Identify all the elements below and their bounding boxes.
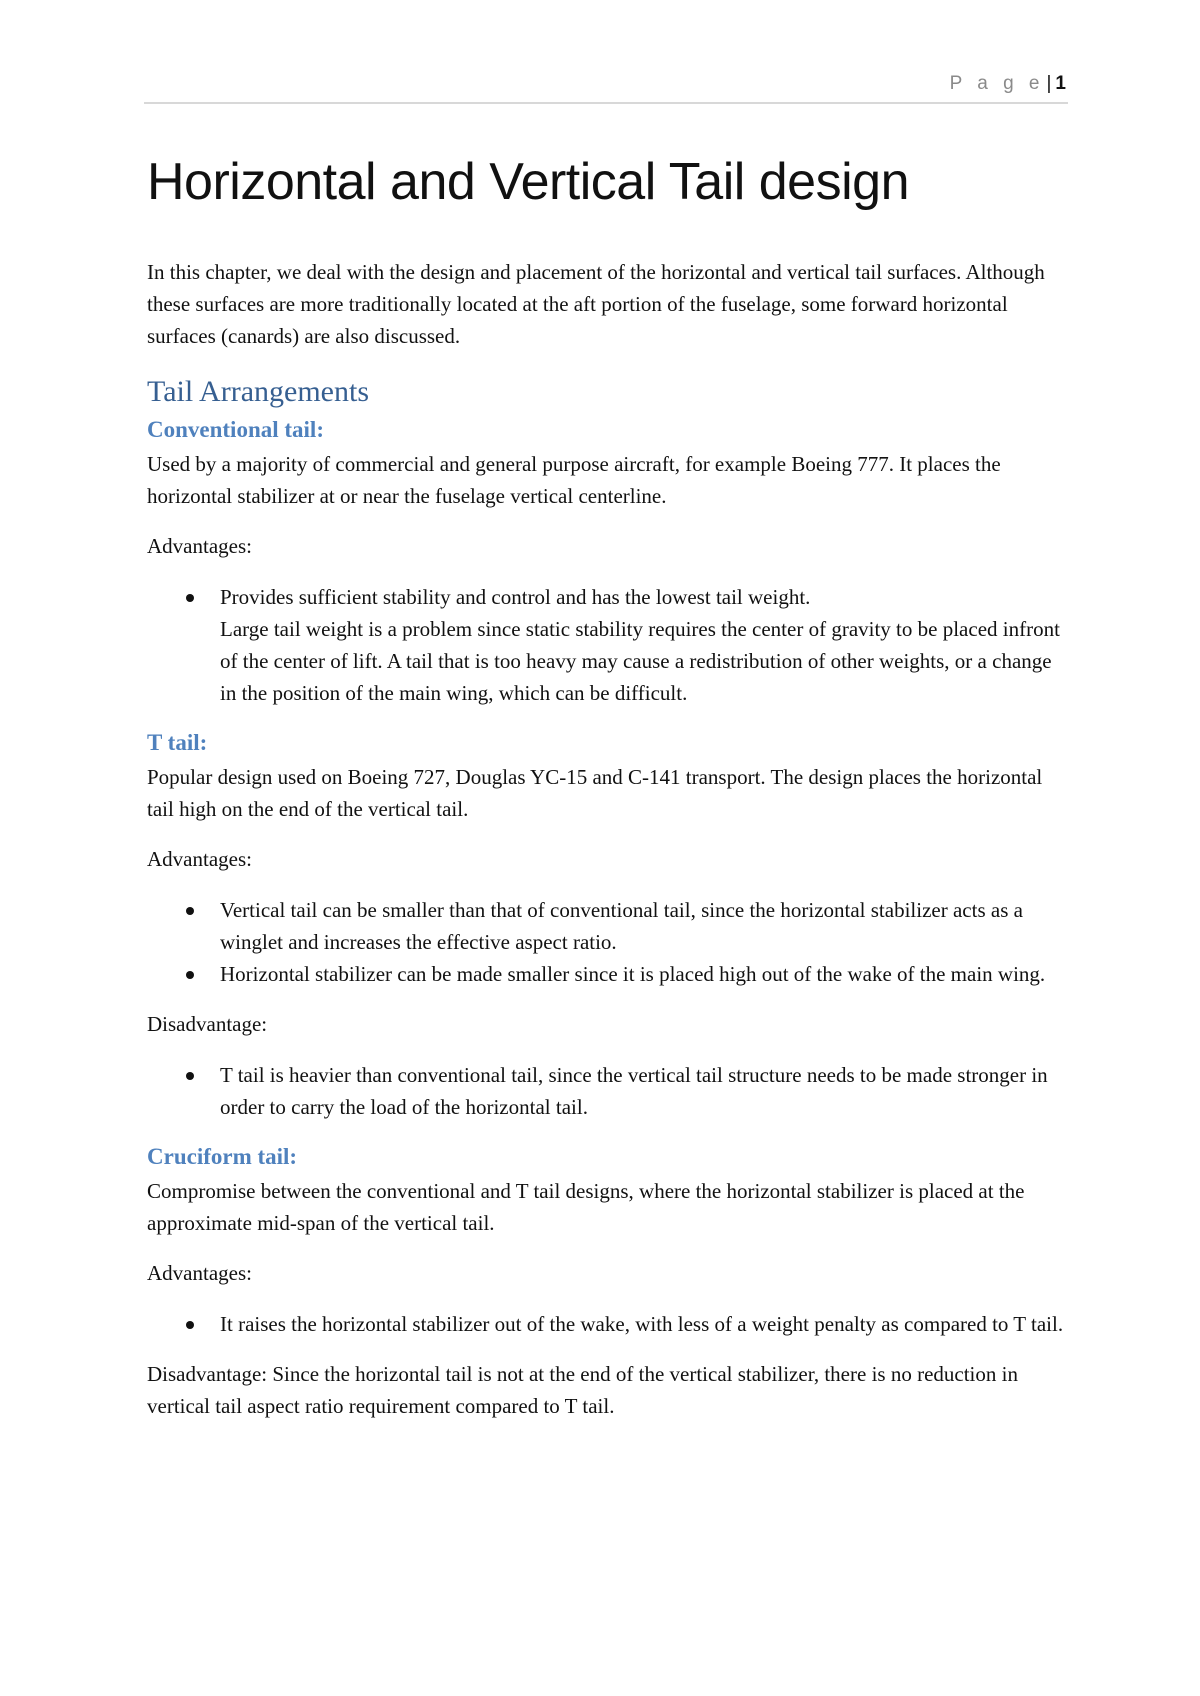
list-item bbox=[147, 958, 1071, 990]
t-tail-advantages-list bbox=[147, 894, 1071, 990]
t-tail-disadvantage-label: Disadvantage: bbox=[147, 1012, 268, 1036]
bullet-icon bbox=[186, 907, 194, 915]
document-title: Horizontal and Vertical Tail design bbox=[147, 153, 909, 211]
bullet-icon bbox=[186, 1072, 194, 1080]
page-word: P a g e bbox=[949, 73, 1045, 94]
list-item-text: Provides sufficient stability and control and has the lowest tail weight. bbox=[220, 585, 811, 609]
page-header bbox=[144, 72, 1068, 104]
list-item bbox=[147, 894, 1071, 958]
bullet-icon bbox=[186, 594, 194, 602]
cruciform-description: Compromise between the conventional and T tail designs, where the horizontal stabilizer is placed at the approximate mid-span of the vertical tail. bbox=[147, 1179, 1025, 1235]
cruciform-advantages-list bbox=[147, 1308, 1071, 1340]
subheading-conventional-tail: Conventional tail: bbox=[147, 417, 324, 442]
conventional-advantages-label: Advantages: bbox=[147, 534, 252, 558]
document-body bbox=[147, 146, 1071, 1440]
conventional-advantages-list bbox=[147, 581, 1071, 709]
list-item-text: It raises the horizontal stabilizer out of the wake, with less of a weight penalty as compared to T tail. bbox=[220, 1312, 1064, 1336]
cruciform-advantages-label: Advantages: bbox=[147, 1261, 252, 1285]
subheading-t-tail: T tail: bbox=[147, 730, 208, 755]
list-item-text: Vertical tail can be smaller than that of conventional tail, since the horizontal stabilizer acts as a winglet and increases the effective aspect ratio. bbox=[220, 898, 1023, 954]
list-item-text: Horizontal stabilizer can be made smaller since it is placed high out of the wake of the main wing. bbox=[220, 962, 1046, 986]
t-tail-description: Popular design used on Boeing 727, Douglas YC-15 and C-141 transport. The design places the horizontal tail high on the end of the vertical tail. bbox=[147, 765, 1043, 821]
page-separator: | bbox=[1046, 73, 1052, 94]
list-item-text: T tail is heavier than conventional tail, since the vertical tail structure needs to be made stronger in order to carry the load of the horizontal tail. bbox=[220, 1063, 1048, 1119]
list-item bbox=[147, 1059, 1071, 1123]
cruciform-disadvantage: Disadvantage: Since the horizontal tail is not at the end of the vertical stabilizer, there is no reduction in vertical tail aspect ratio requirement compared to T tail. bbox=[147, 1362, 1018, 1418]
page-number: 1 bbox=[1055, 73, 1066, 94]
list-item-text: Large tail weight is a problem since static stability requires the center of gravity to be placed infront of the center of lift. A tail that is too heavy may cause a redistribution of other weights, or a change in the position of the main wing, which can be difficult. bbox=[220, 617, 1060, 705]
page-number-label bbox=[950, 72, 1066, 96]
subheading-cruciform-tail: Cruciform tail: bbox=[147, 1144, 298, 1169]
t-tail-disadvantages-list bbox=[147, 1059, 1071, 1123]
list-item bbox=[147, 581, 1071, 709]
bullet-icon bbox=[186, 1321, 194, 1329]
conventional-description: Used by a majority of commercial and general purpose aircraft, for example Boeing 777. It places the horizontal stabilizer at or near the fuselage vertical centerline. bbox=[147, 452, 1001, 508]
t-tail-advantages-label: Advantages: bbox=[147, 847, 252, 871]
section-heading-tail-arrangements: Tail Arrangements bbox=[147, 375, 369, 408]
intro-paragraph: In this chapter, we deal with the design and placement of the horizontal and vertical tail surfaces. Although these surfaces are more traditionally located at the aft portion of the fuselage, some forward horizontal surfaces (canards) are also discussed. bbox=[147, 260, 1045, 348]
bullet-icon bbox=[186, 971, 194, 979]
list-item bbox=[147, 1308, 1071, 1340]
